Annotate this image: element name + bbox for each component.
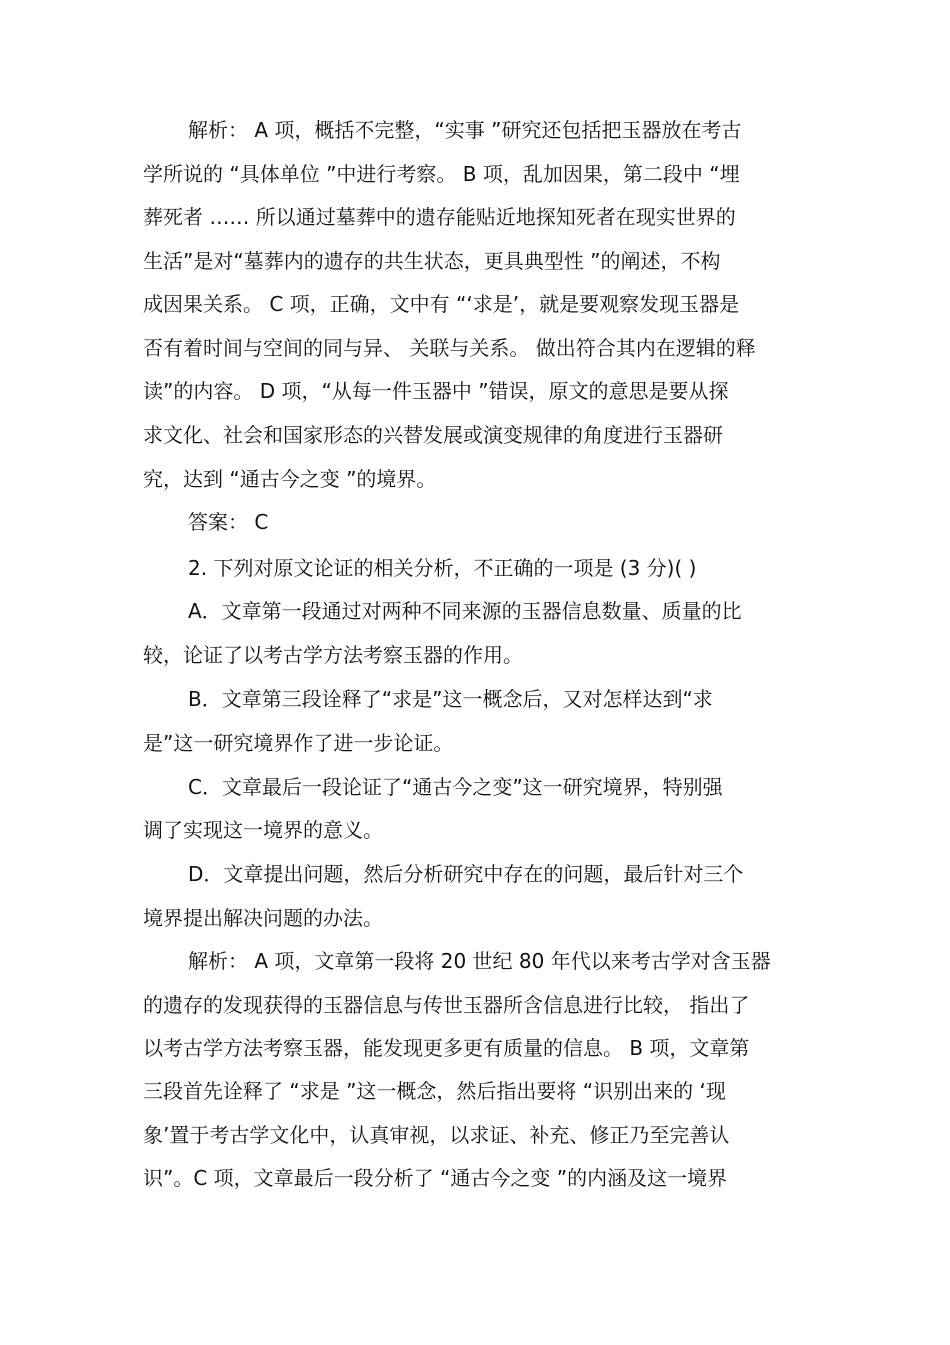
- text-line: 究，达到 “通古今之变 ”的境界。: [143, 467, 437, 491]
- option-b-line: B．文章第三段诠释了“求是”这一概念后，又对怎样达到“求: [188, 687, 713, 711]
- text-line: 识”。C 项，文章最后一段分析了 “通古今之变 ”的内涵及这一境界: [143, 1166, 728, 1190]
- text-line: 否有着时间与空间的同与异、 关联与关系。 做出符合其内在逻辑的释: [143, 336, 756, 360]
- text-line: 以考古学方法考察玉器，能发现更多更有质量的信息。 B 项，文章第: [143, 1036, 750, 1060]
- text-line: 生活”是对“墓葬内的遗存的共生状态，更具典型性 ”的阐述，不构: [143, 249, 721, 273]
- text-line: 解析： A 项，文章第一段将 20 世纪 80 年代以来考古学对含玉器: [188, 949, 771, 973]
- text-line: 象’置于考古学文化中，认真审视，以求证、补充、修正乃至完善认: [143, 1123, 730, 1147]
- text-line: 读”的内容。 D 项，“从每一件玉器中 ”错误，原文的意思是要从探: [143, 379, 729, 403]
- option-c-line: C．文章最后一段论证了“通古今之变”这一研究境界，特别强: [188, 775, 723, 799]
- text-line: 三段首先诠释了 “求是 ”这一概念，然后指出要将 “识别出来的 ‘现: [143, 1079, 726, 1103]
- text-line: 解析： A 项，概括不完整，“实事 ”研究还包括把玉器放在考古: [188, 118, 742, 142]
- text-line: 的遗存的发现获得的玉器信息与传世玉器所含信息进行比较， 指出了: [143, 993, 750, 1017]
- option-a-line: 较，论证了以考古学方法考察玉器的作用。: [143, 643, 523, 667]
- option-b-line: 是”这一研究境界作了进一步论证。: [143, 731, 454, 755]
- option-d-line: 境界提出解决问题的办法。: [143, 906, 383, 930]
- option-d-line: D．文章提出问题，然后分析研究中存在的问题，最后针对三个: [188, 862, 744, 886]
- question-line: 2. 下列对原文论证的相关分析，不正确的一项是 (3 分)( ): [188, 556, 697, 580]
- option-c-line: 调了实现这一境界的意义。: [143, 818, 383, 842]
- answer-line: 答案： C: [188, 510, 269, 534]
- option-a-line: A．文章第一段通过对两种不同来源的玉器信息数量、质量的比: [188, 599, 742, 623]
- text-line: 葬死者 …… 所以通过墓葬中的遗存能贴近地探知死者在现实世界的: [143, 205, 736, 229]
- text-line: 学所说的 “具体单位 ”中进行考察。 B 项，乱加因果，第二段中 “埋: [143, 162, 740, 186]
- text-line: 成因果关系。 C 项，正确，文中有 “‘求是’，就是要观察发现玉器是: [143, 292, 740, 316]
- text-line: 求文化、社会和国家形态的兴替发展或演变规律的角度进行玉器研: [143, 423, 723, 447]
